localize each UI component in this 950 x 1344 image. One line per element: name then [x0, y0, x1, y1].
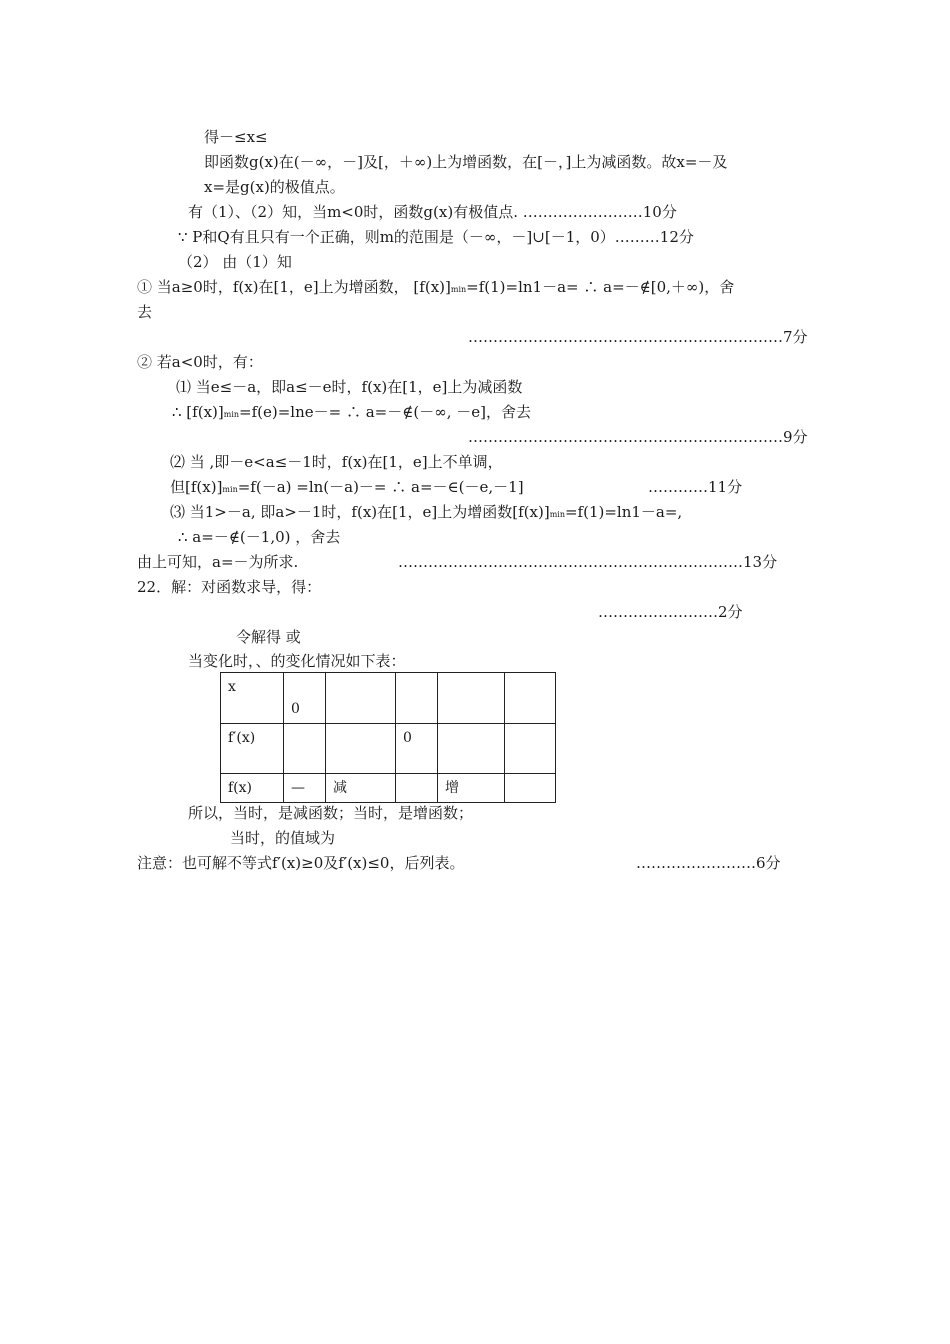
text-line [172, 402, 531, 425]
variation-table [220, 672, 556, 803]
text-line: 令解得 或 [236, 628, 301, 646]
text-line: ⑴ 当e≤－a，即a≤－e时，f(x)在[1，e]上为减函数 [176, 378, 523, 396]
table-cell: f′(x) [221, 724, 284, 774]
text-segment: ∴ [f(x)] [172, 403, 224, 421]
table-cell [326, 724, 396, 774]
text-line [170, 502, 682, 525]
table-cell [396, 673, 438, 724]
subscript-min: min [450, 285, 467, 294]
table-cell [284, 724, 326, 774]
text-segment: =f(1)=ln1－a=, [564, 503, 683, 521]
text-segment: 但[f(x)] [170, 478, 223, 496]
text-segment: =f(e)=lne－= ∴ a=－∉(－∞, －e]，舍去 [239, 403, 531, 421]
text-line: 22．解：对函数求导，得： [137, 578, 322, 596]
text-line: 有（1）、（2）知，当m<0时，函数g(x)有极值点. ……………………10分 [188, 203, 677, 221]
text-line: 所以，当时，是减函数；当时，是增函数； [188, 804, 474, 822]
subscript-min: min [223, 410, 240, 419]
table-cell [505, 774, 556, 803]
table-cell: 减 [326, 774, 396, 803]
table-row [221, 774, 556, 803]
text-line: 得－≤x≤ [204, 128, 268, 146]
text-line: 当变化时，、的变化情况如下表： [188, 652, 406, 670]
text-line: 当时，的值域为 [230, 829, 336, 847]
table-cell: 0 [284, 673, 326, 724]
table-cell: 0 [396, 724, 438, 774]
text-line: ② 若a<0时，有： [137, 353, 263, 371]
table-row [221, 724, 556, 774]
score-line: …………11分 [648, 478, 743, 496]
table-cell: 增 [438, 774, 505, 803]
table-row [221, 673, 556, 724]
text-segment: =f(－a) =ln(－a)－= ∴ a=－∈(－e,－1] [237, 478, 524, 496]
text-line: ∴ a=－∉(－1,0) ，舍去 [178, 528, 341, 546]
table-cell [438, 724, 505, 774]
score-line: ……………………………………………………………13分 [398, 553, 778, 571]
text-segment: ⑶ 当1>－a, 即a>－1时，f(x)在[1，e]上为增函数[f(x)] [170, 503, 550, 521]
text-line: 去 [137, 303, 153, 321]
text-line: 即函数g(x)在(－∞，－]及[，＋∞)上为增函数，在[－，]上为减函数。故x=－及 [204, 153, 728, 171]
table-cell [396, 774, 438, 803]
text-line: 由上可知，a=－为所求. [137, 553, 299, 571]
text-line [170, 477, 524, 500]
table-cell: — [284, 774, 326, 803]
text-line [137, 277, 734, 300]
text-line: ∵ P和Q有且只有一个正确，则m的范围是（－∞，－]∪[－1，0）………12分 [178, 228, 694, 246]
table-cell [438, 673, 505, 724]
subscript-min: min [549, 510, 565, 519]
table-cell [505, 673, 556, 724]
text-line: x=是g(x)的极值点。 [204, 178, 345, 196]
text-segment: =f(1)=ln1－a= ∴ a=－∉[0,＋∞)，舍 [466, 278, 735, 296]
table-cell [326, 673, 396, 724]
score-line: ………………………………………………………9分 [468, 428, 808, 446]
table-cell [505, 724, 556, 774]
table-cell: x [221, 673, 284, 724]
text-line: 注意：也可解不等式f′(x)≥0及f′(x)≤0，后列表。 [137, 854, 465, 872]
table-cell: f(x) [221, 774, 284, 803]
score-line: ……………………2分 [598, 603, 743, 621]
text-line: ⑵ 当 ,即－e<a≤－1时，f(x)在[1，e]上不单调， [170, 453, 503, 471]
text-segment: ① 当a≥0时，f(x)在[1，e]上为增函数， [f(x)] [137, 278, 451, 296]
text-line: （2） 由（1）知 [178, 253, 292, 271]
subscript-min: min [222, 485, 238, 494]
score-line: ……………………6分 [636, 854, 781, 872]
score-line: ………………………………………………………7分 [468, 328, 808, 346]
